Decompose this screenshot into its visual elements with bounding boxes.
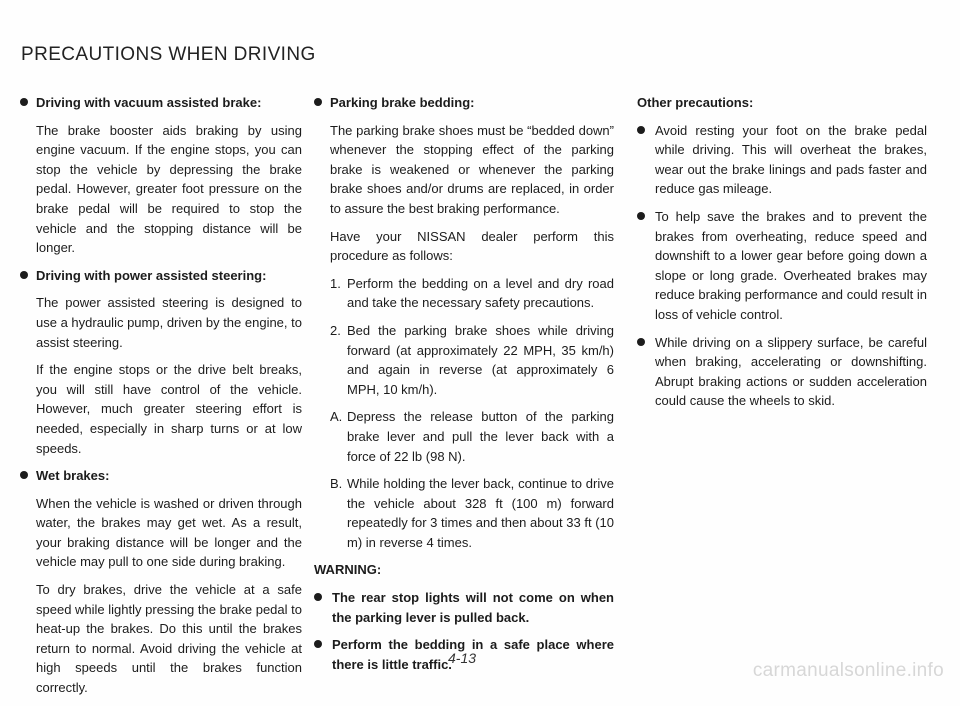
step-item xyxy=(314,407,614,466)
bullet-item: To help save the brakes and to prevent the brakes from overheating, reduce speed and downshift to a lower gear before going down a slope or long grade. Overheated brakes may reduce braking performance and could result in loss of vehicle control. xyxy=(637,207,927,325)
step-label: 2. xyxy=(330,322,341,338)
paragraph: When the vehicle is washed or driven through water, the brakes may get wet. As a result, your braking distance will be longer and the vehicle may pull to one side during braking. xyxy=(36,495,302,570)
warning-item: Perform the bedding in a safe place where there is little traffic. xyxy=(314,635,614,674)
paragraph: Have your NISSAN dealer perform this procedure as follows: xyxy=(330,228,614,264)
heading-power-steering: Driving with power assisted steering: xyxy=(20,266,302,286)
column-right xyxy=(637,93,927,419)
page-number: 4-13 xyxy=(448,650,477,666)
paragraph: The power assisted steering is designed to use a hydraulic pump, driven by the engine, to assist steering. xyxy=(36,295,302,350)
step-text: While holding the lever back, continue to drive the vehicle about 328 ft (100 m) forward repeatedly for 3 times and then about 33 ft (10 m) in reverse 4 times. xyxy=(347,476,614,550)
heading-vacuum-brake: Driving with vacuum assisted brake: xyxy=(20,93,302,113)
step-item xyxy=(314,274,614,313)
bullet-item: Avoid resting your foot on the brake pedal while driving. This will overheat the brakes, wear out the brake linings and pads faster and reduce gas mileage. xyxy=(637,121,927,199)
step-text: Depress the release button of the parking brake lever and pull the lever back with a force of 22 lb (98 N). xyxy=(347,409,614,464)
step-text: Perform the bedding on a level and dry road and take the necessary safety precautions. xyxy=(347,275,614,311)
column-middle xyxy=(314,93,614,682)
paragraph: The parking brake shoes must be “bedded down” whenever the stopping effect of the parking brake is weakened or whenever the parking brake shoes and/or drums are replaced, in order to assure the best braking performance. xyxy=(330,122,614,216)
watermark: carmanualsonline.info xyxy=(752,660,944,681)
step-item xyxy=(314,474,614,552)
bullet-item: While driving on a slippery surface, be careful when braking, accelerating or downshifting. Abrupt braking actions or sudden acceleration could cause the wheels to skid. xyxy=(637,333,927,411)
step-item xyxy=(314,321,614,399)
paragraph: If the engine stops or the drive belt breaks, you will still have control of the vehicle. However, much greater steering effort is needed, especially in sharp turns or at low speeds. xyxy=(36,362,302,456)
column-left xyxy=(20,93,302,706)
step-label: A. xyxy=(330,409,343,425)
heading-parking-brake-bedding: Parking brake bedding: xyxy=(314,93,614,113)
warning-heading: WARNING: xyxy=(314,562,382,578)
heading-other-precautions: Other precautions: xyxy=(637,95,754,110)
page-title: PRECAUTIONS WHEN DRIVING xyxy=(21,44,316,65)
step-label: B. xyxy=(330,476,343,492)
step-label: 1. xyxy=(330,275,341,291)
heading-wet-brakes: Wet brakes: xyxy=(20,466,302,486)
step-text: Bed the parking brake shoes while driving forward (at approximately 22 MPH, 35 km/h) and again in reverse (at approximately 6 MPH, 10 km/h). xyxy=(347,322,614,397)
paragraph: To dry brakes, drive the vehicle at a safe speed while lightly pressing the brake pedal to heat-up the brakes. Do this until the brakes return to normal. Avoid driving the vehicle at high speeds until the brakes function correctly. xyxy=(36,582,302,696)
warning-item: The rear stop lights will not come on when the parking lever is pulled back. xyxy=(314,588,614,627)
paragraph: The brake booster aids braking by using engine vacuum. If the engine stops, you can stop the vehicle by depressing the brake pedal. However, greater foot pressure on the brake pedal will be required to stop the vehicle and the stopping distance will be longer. xyxy=(36,122,302,256)
